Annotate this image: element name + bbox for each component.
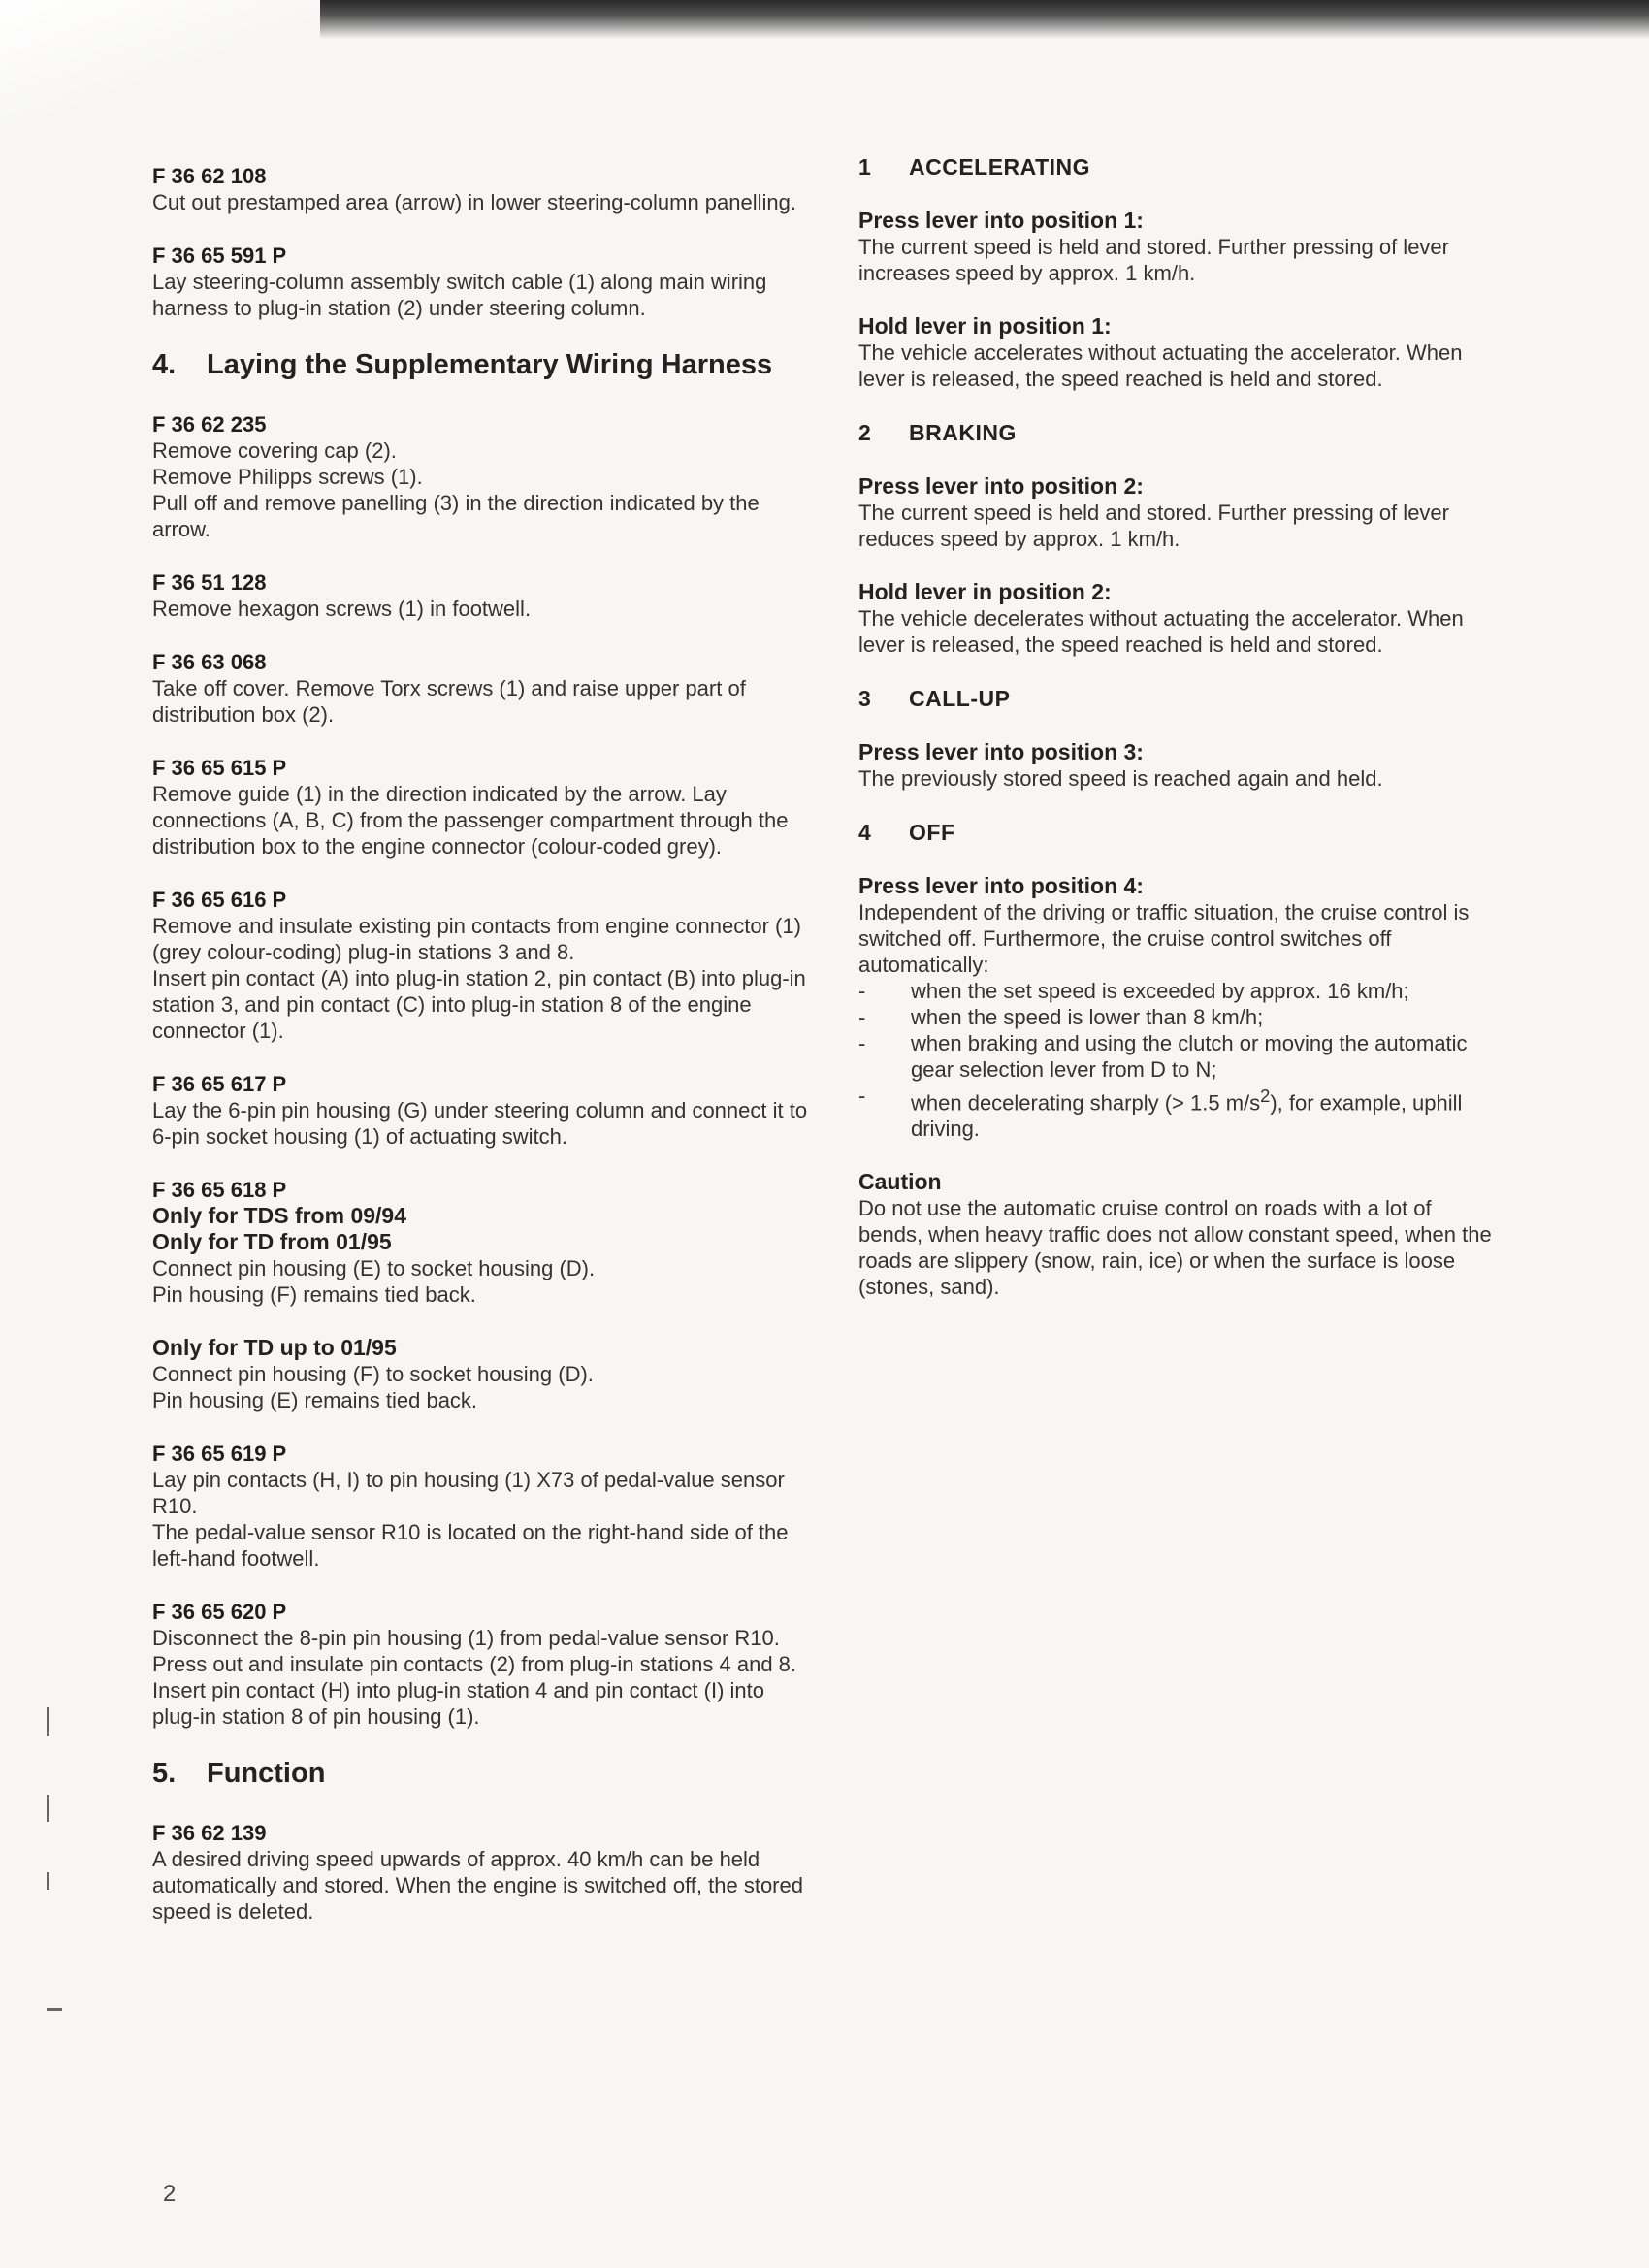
step-title: Press lever into position 4: [858,873,1144,898]
instruction-text: Disconnect the 8-pin pin housing (1) from pedal-value sensor R10. [152,1626,780,1650]
function-title: BRAKING [909,420,1017,445]
step-text: The vehicle decelerates without actuating the accelerator. When lever is released, the speed reached is held and stored. [858,606,1464,657]
step-text: The current speed is held and stored. Further pressing of lever reduces speed by approx. 1 km/h. [858,501,1449,551]
instruction-text: Pin housing (E) remains tied back. [152,1388,478,1412]
bullet-text-part: when decelerating sharply (> 1.5 m/s [911,1090,1261,1116]
function-step [858,473,1499,552]
instruction-text: Insert pin contact (A) into plug-in station 2, pin contact (B) into plug-in station 3, and pin contact (C) into plug-in station 8 of the engine connector (1). [152,966,806,1043]
step-text: The previously stored speed is reached again and held. [858,766,1383,791]
function-number: 3 [858,686,872,711]
bullet-dash: - [858,1031,866,1055]
function-step [858,313,1499,392]
instruction-text: The pedal-value sensor R10 is located on the right-hand side of the left-hand footwell. [152,1520,789,1571]
margin-marks [47,1707,66,2095]
instruction-text: A desired driving speed upwards of approx. 40 km/h can be held automatically and stored. When the engine is switched off, the stored speed is deleted. [152,1847,803,1924]
instruction-text: Lay pin contacts (H, I) to pin housing (1) X73 of pedal-value sensor R10. [152,1468,785,1518]
figure-code: F 36 63 068 [152,650,267,674]
instruction-block [152,569,812,622]
figure-code: F 36 65 616 P [152,888,287,912]
page-number: 2 [163,2181,177,2207]
step-title: Press lever into position 2: [858,473,1144,499]
caution-title: Caution [858,1169,942,1195]
function-step [858,739,1499,792]
section-heading [152,1757,812,1791]
section-number: 5. [152,1758,177,1789]
figure-code: F 36 65 618 P [152,1178,287,1202]
function-heading [858,819,1499,846]
step-title: Hold lever in position 1: [858,313,1112,339]
scan-folded-corner [0,0,320,116]
variant-note: Only for TDS from 09/94 [152,1203,407,1228]
step-title: Press lever into position 1: [858,208,1144,233]
instruction-block [152,163,812,215]
bullet-dash: - [858,979,866,1003]
instruction-block [152,755,812,859]
figure-code: F 36 62 108 [152,164,267,188]
function-number: 2 [858,420,872,445]
figure-code: F 36 51 128 [152,570,267,595]
instruction-text: Remove hexagon screws (1) in footwell. [152,597,532,621]
instruction-block [152,243,812,321]
instruction-text: Press out and insulate pin contacts (2) from plug-in stations 4 and 8. Insert pin contact (H) into plug-in station 4 and pin contact (I) into plug-in station 8 of pin housing (1). [152,1652,797,1729]
left-column [152,163,812,1952]
instruction-block [152,1071,812,1150]
instruction-text: Connect pin housing (E) to socket housing (D). [152,1256,596,1280]
variant-note: Only for TD from 01/95 [152,1229,392,1254]
step-title: Hold lever in position 2: [858,579,1112,604]
bullet-text-part: ), for example, uphill driving. [911,1090,1463,1142]
instruction-block [152,1177,812,1308]
figure-code: F 36 65 619 P [152,1442,287,1466]
function-title: OFF [909,820,955,845]
instruction-text: Lay steering-column assembly switch cable (1) along main wiring harness to plug-in station (2) under steering column. [152,270,767,320]
bullet-item [858,1030,1499,1083]
function-heading [858,419,1499,446]
section-title: Function [207,1758,326,1789]
figure-code: F 36 65 615 P [152,756,287,780]
section-title: Laying the Supplementary Wiring Harness [207,349,773,380]
step-text: Independent of the driving or traffic situation, the cruise control is switched off. Furthermore, the cruise control switches off automatically: [858,900,1470,977]
step-title: Press lever into position 3: [858,739,1144,764]
instruction-text: Cut out prestamped area (arrow) in lower steering-column panelling. [152,190,796,214]
bullet-dash: - [858,1005,866,1029]
bullet-item [858,1004,1499,1030]
function-title: ACCELERATING [909,154,1091,179]
step-text: The current speed is held and stored. Further pressing of lever increases speed by approx. 1 km/h. [858,235,1449,285]
instruction-block [152,411,812,542]
bullet-text: when braking and using the clutch or moving the automatic gear selection lever from D to N; [911,1031,1468,1082]
figure-code: F 36 65 620 P [152,1600,287,1624]
instruction-block [152,1441,812,1571]
instruction-text: Pull off and remove panelling (3) in the direction indicated by the arrow. [152,491,760,541]
instruction-block [152,1335,812,1413]
instruction-text: Remove guide (1) in the direction indicated by the arrow. Lay connections (A, B, C) from the passenger compartment through the distribution box to the engine connector (colour-coded grey). [152,782,789,859]
caution-text: Do not use the automatic cruise control on roads with a lot of bends, when heavy traffic does not allow constant speed, when the roads are slippery (snow, rain, ice) or when the surface is loose (stones, sand). [858,1196,1492,1300]
function-step [858,579,1499,658]
figure-code: F 36 65 617 P [152,1072,287,1096]
bullet-text: when the set speed is exceeded by approx. 16 km/h; [911,979,1409,1003]
instruction-block [152,1599,812,1730]
instruction-block [152,887,812,1044]
figure-code: F 36 65 591 P [152,243,287,268]
instruction-block [152,1820,812,1925]
caution-note [858,1169,1499,1300]
step-text: The vehicle accelerates without actuating the accelerator. When lever is released, the speed reached is held and stored. [858,340,1463,391]
instruction-text: Remove covering cap (2). [152,438,397,463]
instruction-text: Take off cover. Remove Torx screws (1) and raise upper part of distribution box (2). [152,676,746,727]
instruction-text: Lay the 6-pin pin housing (G) under steering column and connect it to 6-pin socket housing (1) of actuating switch. [152,1098,808,1149]
section-heading [152,348,812,382]
superscript: 2 [1260,1085,1271,1106]
right-column [858,153,1499,1327]
figure-code: F 36 62 139 [152,1821,267,1845]
function-number: 4 [858,820,872,845]
function-step [858,208,1499,286]
function-title: CALL-UP [909,686,1011,711]
function-heading [858,153,1499,180]
variant-note: Only for TD up to 01/95 [152,1335,397,1360]
instruction-text: Remove and insulate existing pin contacts from engine connector (1) (grey colour-coding) plug-in stations 3 and 8. [152,914,801,964]
instruction-text: Connect pin housing (F) to socket housing (D). [152,1362,594,1386]
instruction-block [152,649,812,728]
instruction-text: Pin housing (F) remains tied back. [152,1282,476,1307]
function-heading [858,685,1499,712]
figure-code: F 36 62 235 [152,412,267,437]
function-number: 1 [858,154,872,179]
bullet-text [911,1083,1499,1142]
bullet-text: when the speed is lower than 8 km/h; [911,1005,1264,1029]
bullet-dash: - [858,1084,866,1108]
bullet-item [858,978,1499,1004]
section-number: 4. [152,349,177,380]
function-step [858,873,1499,1142]
scan-top-edge [291,0,1649,39]
instruction-text: Remove Philipps screws (1). [152,465,423,489]
bullet-item [858,1083,1499,1142]
